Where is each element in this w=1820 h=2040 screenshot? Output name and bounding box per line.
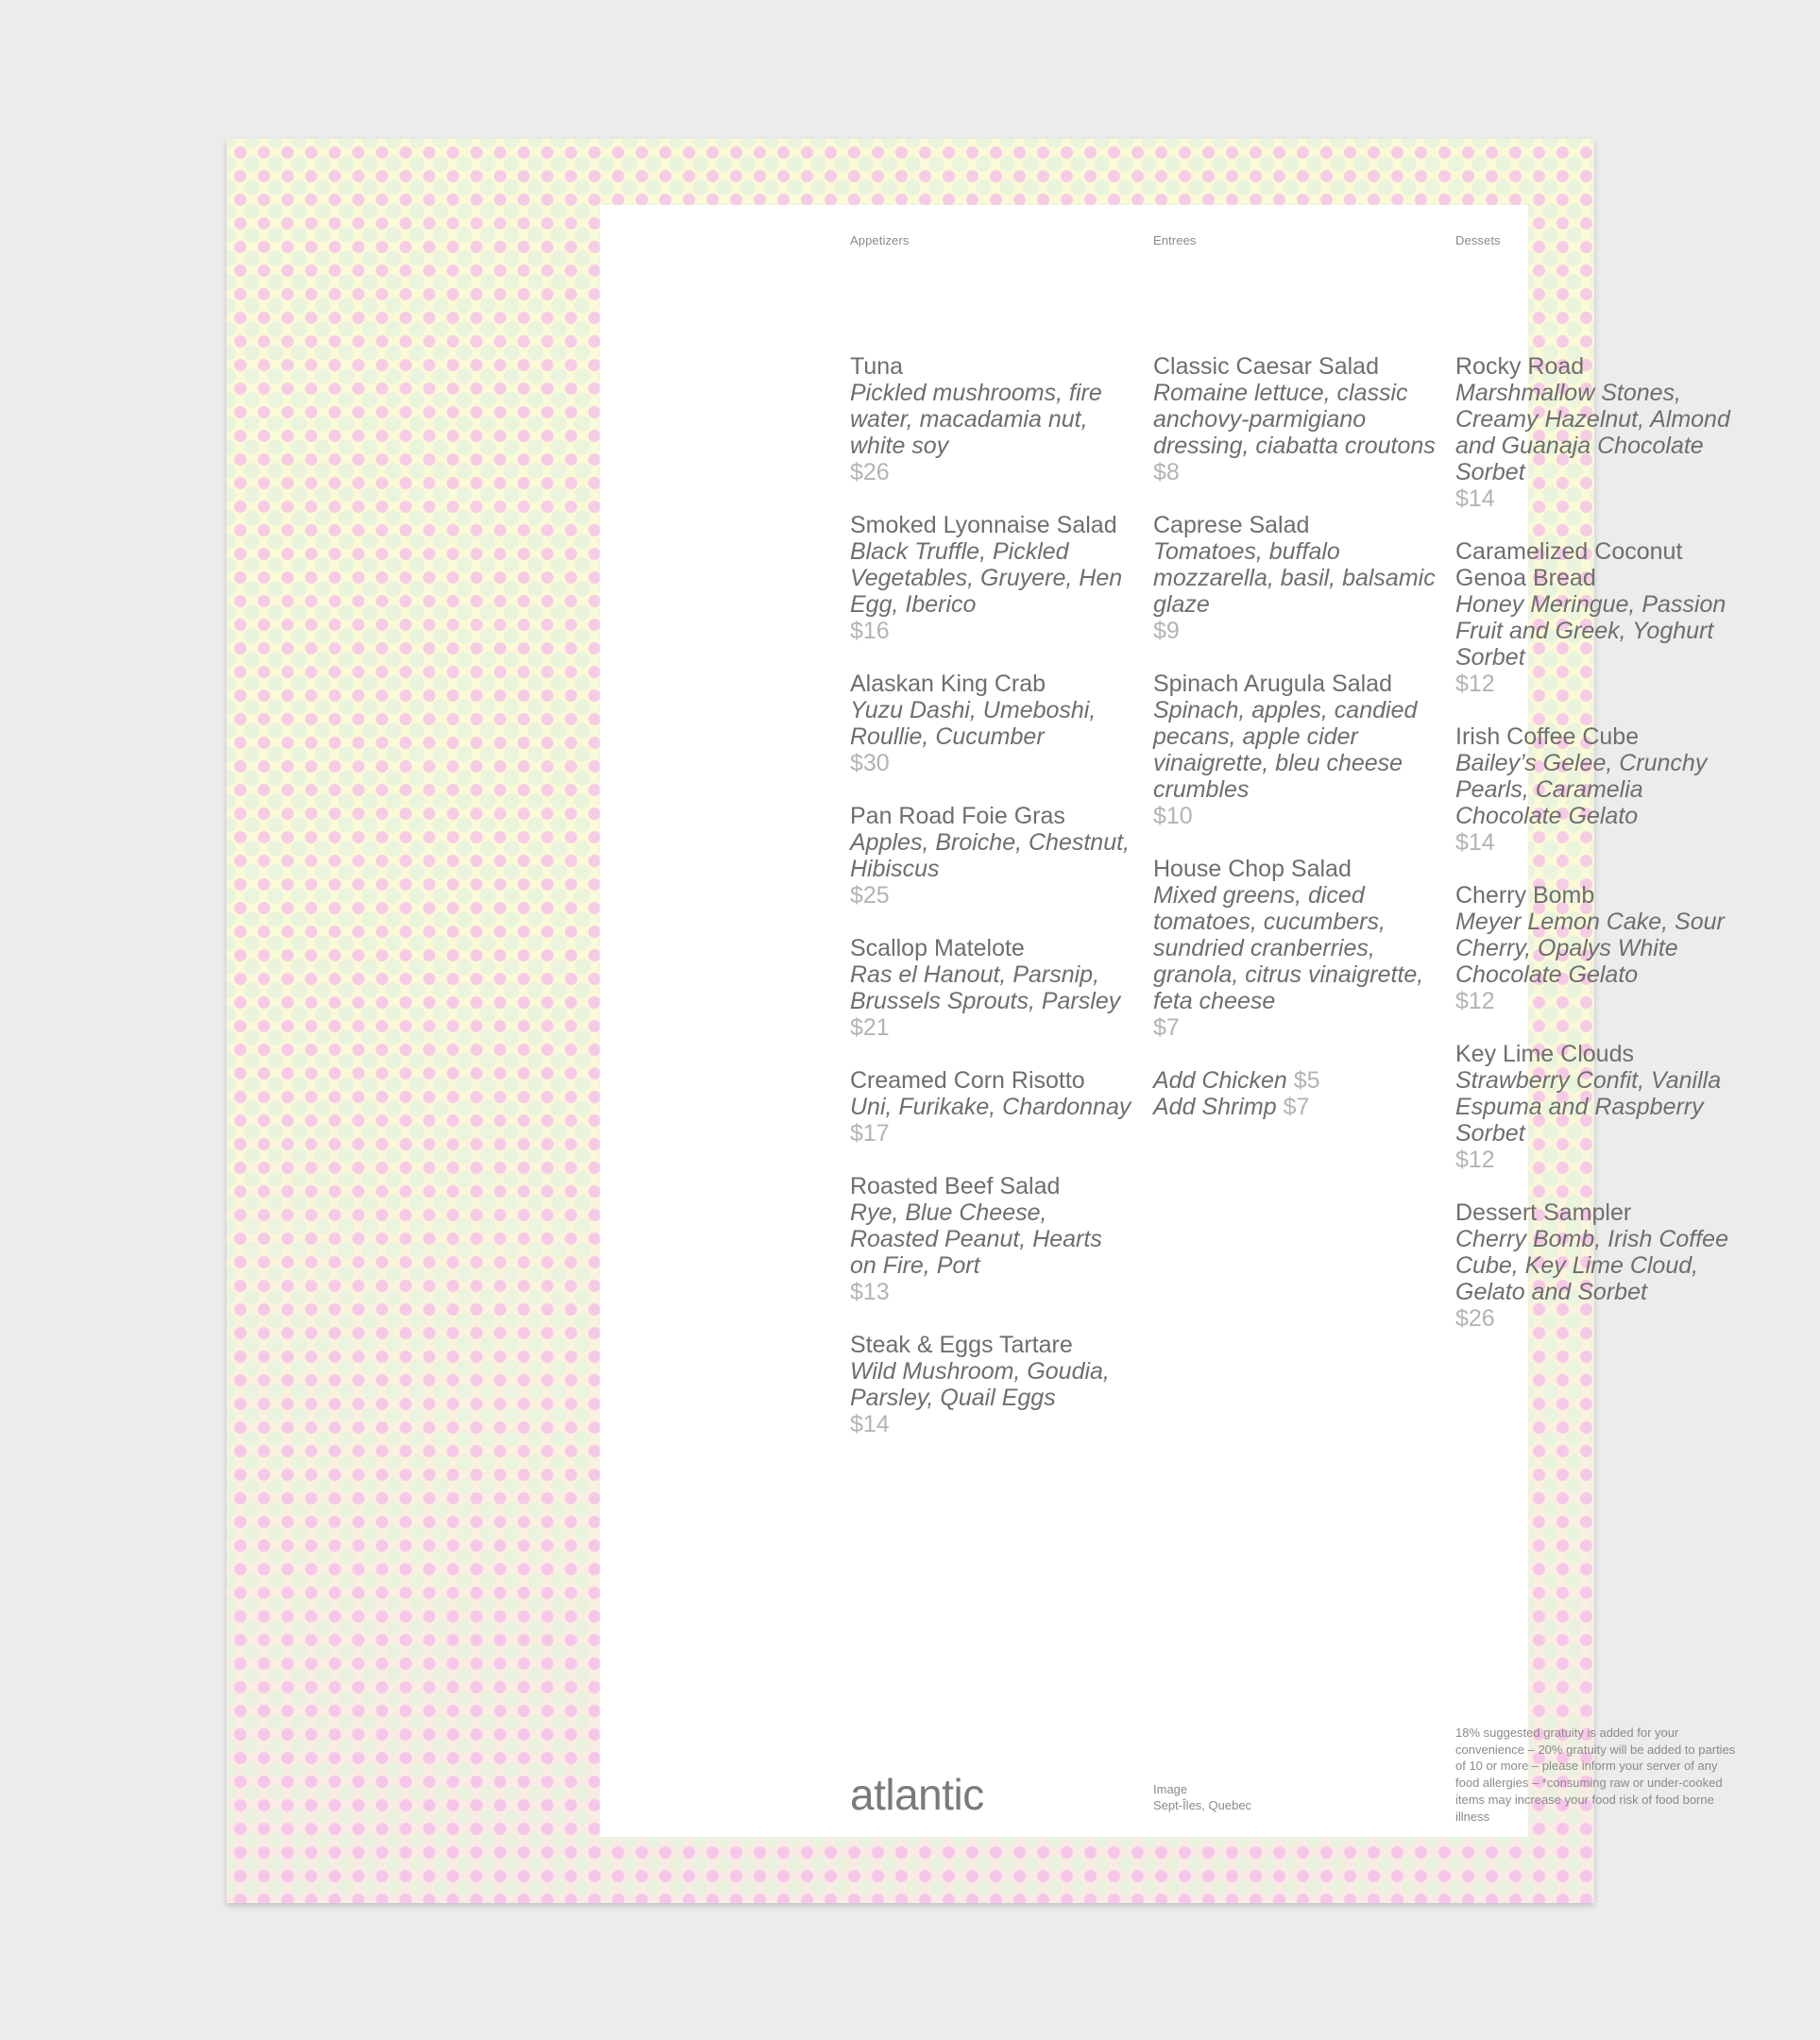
item-name: Caprese Salad: [1153, 512, 1310, 538]
menu-item: [1455, 723, 1739, 856]
item-description: Marshmallow Stones, Creamy Hazelnut, Almond and Guanaja Chocolate Sorbet: [1455, 380, 1730, 485]
menu-item: [850, 671, 1133, 776]
item-price: $7: [1153, 1014, 1180, 1041]
menu-item: [1455, 353, 1739, 512]
item-name: Irish Coffee Cube: [1455, 723, 1640, 750]
addon-name: Add Chicken: [1153, 1067, 1287, 1094]
appetizers-list: [850, 353, 1133, 1464]
menu-item: [850, 1173, 1133, 1305]
desserts-list: [1455, 353, 1739, 1358]
item-price: $16: [850, 618, 890, 644]
item-name: Rocky Road: [1455, 353, 1585, 380]
image-credit-label: Image: [1153, 1782, 1188, 1796]
addon-name: Add Shrimp: [1153, 1094, 1277, 1120]
menu-item: [850, 935, 1133, 1041]
item-price: $10: [1153, 803, 1193, 829]
item-name: Tuna: [850, 353, 904, 380]
item-description: Rye, Blue Cheese, Roasted Peanut, Hearts on Fire, Port: [850, 1199, 1102, 1279]
item-price: $12: [1455, 671, 1495, 697]
item-description: Wild Mushroom, Goudia, Parsley, Quail Eggs: [850, 1358, 1110, 1411]
item-description: Strawberry Confit, Vanilla Espuma and Raspberry Sorbet: [1455, 1067, 1722, 1147]
section-heading-appetizers: Appetizers: [850, 233, 910, 247]
menu-item: [1153, 353, 1437, 485]
item-description: Mixed greens, diced tomatoes, cucumbers, sundried cranberries, granola, citrus vinaigrette, feta cheese: [1153, 882, 1424, 1014]
item-name: House Chop Salad: [1153, 856, 1352, 882]
item-price: $25: [850, 882, 890, 909]
item-name: Spinach Arugula Salad: [1153, 671, 1392, 697]
menu-item: [1153, 512, 1437, 644]
menu-item: [1153, 856, 1437, 1041]
item-description: Black Truffle, Pickled Vegetables, Gruyere, Hen Egg, Iberico: [850, 538, 1123, 618]
item-price: $13: [850, 1279, 890, 1305]
item-price: $9: [1153, 618, 1180, 644]
item-name: Caramelized Coconut Genoa Bread: [1455, 538, 1683, 591]
addon-price: $7: [1283, 1094, 1310, 1120]
brand-logo: atlantic: [850, 1770, 984, 1819]
item-price: $17: [850, 1120, 890, 1147]
item-price: $12: [1455, 988, 1495, 1014]
item-price: $14: [1455, 485, 1495, 512]
entrees-list: [1153, 353, 1437, 1120]
item-name: Cherry Bomb: [1455, 882, 1595, 909]
item-name: Smoked Lyonnaise Salad: [850, 512, 1117, 538]
item-price: $8: [1153, 459, 1180, 485]
menu-item: [850, 512, 1133, 644]
item-description: Spinach, apples, candied pecans, apple cider vinaigrette, bleu cheese crumbles: [1153, 697, 1418, 803]
item-description: Yuzu Dashi, Umeboshi, Roullie, Cucumber: [850, 697, 1097, 750]
item-description: Tomatoes, buffalo mozzarella, basil, balsamic glaze: [1153, 538, 1436, 618]
image-credit-location: Sept-Îles, Quebec: [1153, 1798, 1252, 1812]
item-description: Uni, Furikake, Chardonnay: [850, 1094, 1131, 1120]
menu-item: [1455, 1041, 1739, 1173]
item-description: Bailey’s Gelee, Crunchy Pearls, Caramelia Chocolate Gelato: [1455, 750, 1708, 829]
menu-item: [850, 803, 1133, 909]
item-description: Romaine lettuce, classic anchovy-parmigiano dressing, ciabatta croutons: [1153, 380, 1436, 459]
gratuity-allergy-note: 18% suggested gratuity is added for your convenience – 20% gratuity will be added to parties of 10 or more – please inform your server of any food allergies – *consuming raw or under-cooked items may increase your food risk of food borne illness: [1455, 1726, 1736, 1824]
item-name: Pan Road Foie Gras: [850, 803, 1065, 829]
image-credit: [1153, 1781, 1251, 1813]
item-price: $26: [850, 459, 890, 485]
menu-item: [850, 1332, 1133, 1437]
section-heading-desserts: Dessets: [1455, 233, 1501, 247]
menu-sheet: [227, 139, 1736, 1903]
item-name: Steak & Eggs Tartare: [850, 1332, 1073, 1358]
addon-price: $5: [1293, 1067, 1320, 1094]
item-description: Meyer Lemon Cake, Sour Cherry, Opalys White Chocolate Gelato: [1455, 909, 1725, 988]
item-price: $14: [1455, 829, 1495, 856]
item-description: Honey Meringue, Passion Fruit and Greek, Yoghurt Sorbet: [1455, 591, 1726, 671]
item-description: Apples, Broiche, Chestnut, Hibiscus: [850, 829, 1130, 882]
menu-item: [1153, 671, 1437, 829]
item-name: Roasted Beef Salad: [850, 1173, 1061, 1199]
item-name: Creamed Corn Risotto: [850, 1067, 1085, 1094]
menu-item: [1455, 1199, 1739, 1332]
item-price: $14: [850, 1411, 890, 1437]
menu-item: [850, 353, 1133, 485]
item-name: Key Lime Clouds: [1455, 1041, 1634, 1067]
item-price: $30: [850, 750, 890, 776]
menu-item: [850, 1067, 1133, 1147]
menu-item: [1455, 882, 1739, 1014]
menu-item: [1455, 538, 1739, 697]
item-name: Dessert Sampler: [1455, 1199, 1632, 1226]
item-description: Cherry Bomb, Irish Coffee Cube, Key Lime Cloud, Gelato and Sorbet: [1455, 1226, 1728, 1305]
item-description: Ras el Hanout, Parsnip, Brussels Sprouts, Parsley: [850, 961, 1121, 1014]
menu-card: [600, 205, 1736, 1837]
item-name: Classic Caesar Salad: [1153, 353, 1379, 380]
item-price: $12: [1455, 1147, 1495, 1173]
item-description: Pickled mushrooms, fire water, macadamia nut, white soy: [850, 380, 1102, 459]
item-price: $26: [1455, 1305, 1495, 1332]
item-name: Alaskan King Crab: [850, 671, 1046, 697]
addon-chicken: [1153, 1067, 1437, 1094]
addon-shrimp: [1153, 1094, 1437, 1120]
item-price: $21: [850, 1014, 890, 1041]
section-heading-entrees: Entrees: [1153, 233, 1197, 247]
item-name: Scallop Matelote: [850, 935, 1025, 961]
